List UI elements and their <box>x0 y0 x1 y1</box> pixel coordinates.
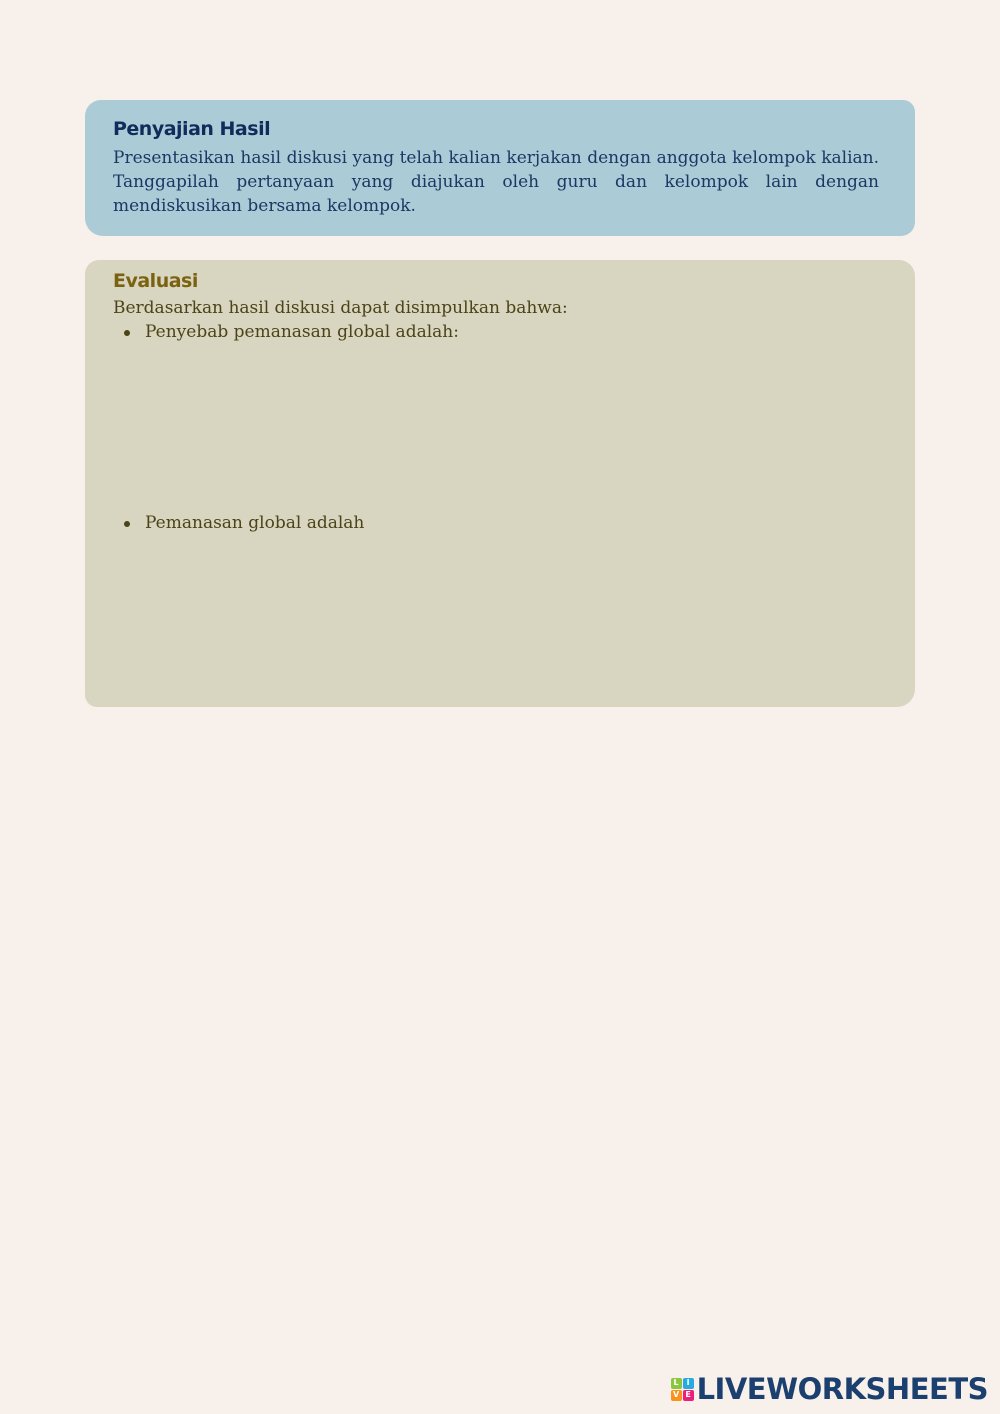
logo-letter-e: E <box>683 1390 694 1401</box>
bullet-icon <box>124 330 130 336</box>
evaluation-title: Evaluasi <box>113 270 198 292</box>
logo-text: LIVEWORKSHEETS <box>696 1372 988 1406</box>
presentation-title: Penyajian Hasil <box>113 118 271 140</box>
logo-letter-i: I <box>683 1378 694 1389</box>
list-item-label: Penyebab pemanasan global adalah: <box>145 322 459 342</box>
evaluation-intro: Berdasarkan hasil diskusi dapat disimpulkan bahwa: <box>113 298 568 318</box>
bullet-icon <box>124 521 130 527</box>
presentation-body: Presentasikan hasil diskusi yang telah kalian kerjakan dengan anggota kelompok kalian. Tanggapilah pertanyaan yang diajukan oleh guru dan kelompok lain dengan mendiskusikan bersama kelompok. <box>113 148 879 216</box>
presentation-panel <box>85 100 915 236</box>
list-item <box>113 320 879 344</box>
logo-letter-l: L <box>671 1378 682 1389</box>
liveworksheets-logo <box>671 1372 988 1406</box>
answer-area[interactable] <box>113 535 879 685</box>
list-item-label: Pemanasan global adalah <box>145 513 365 533</box>
evaluation-panel <box>85 260 915 707</box>
logo-icon <box>671 1378 694 1401</box>
logo-letter-v: V <box>671 1390 682 1401</box>
answer-area[interactable] <box>113 344 879 511</box>
evaluation-list <box>113 320 879 685</box>
list-item <box>113 511 879 535</box>
